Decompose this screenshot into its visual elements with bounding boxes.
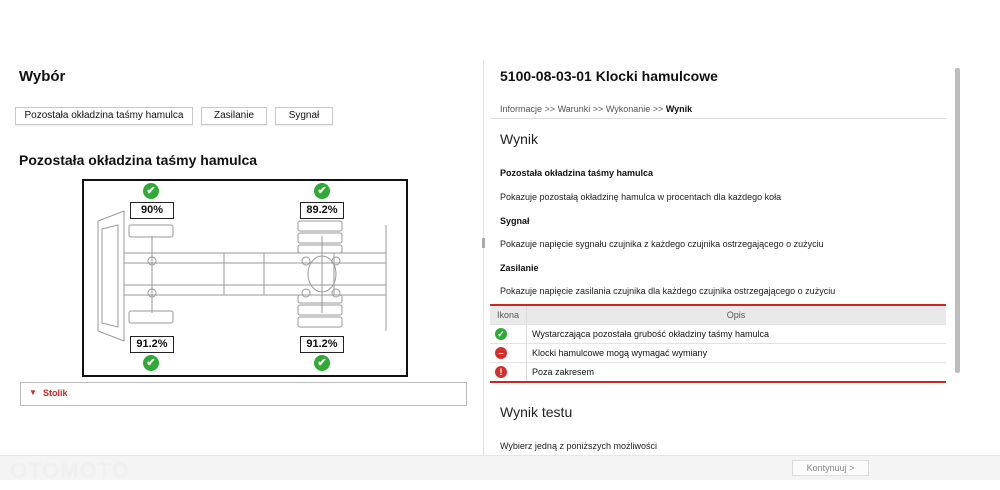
column-header-desc: Opis: [726, 310, 746, 320]
breadcrumb: [500, 104, 692, 114]
test-result-heading: Wynik testu: [500, 404, 573, 420]
table-row-text: Klocki hamulcowe mogą wymagać wymiany: [532, 348, 708, 358]
stolik-expander[interactable]: [20, 382, 467, 406]
section-desc-signal: Pokazuje napięcie sygnału czujnika z każdego czujnika ostrzegającego o zużyciu: [500, 239, 824, 249]
right-panel-scrollbar[interactable]: [955, 68, 960, 373]
rear-left-lining-value: 89.2%: [300, 202, 344, 219]
exclamation-icon: !: [495, 366, 507, 378]
stolik-label: Stolik: [43, 388, 68, 398]
section-heading-signal: Sygnał: [500, 216, 530, 226]
section-heading-supply: Zasilanie: [500, 263, 539, 273]
table-row: [490, 325, 946, 344]
button-signal[interactable]: Sygnał: [275, 107, 333, 125]
breadcrumb-informacje[interactable]: Informacje: [500, 104, 543, 114]
breadcrumb-warunki[interactable]: Warunki: [557, 104, 591, 114]
vehicle-diagram: [82, 179, 408, 377]
column-header-icon: Ikona: [490, 306, 527, 324]
section-title: Pozostała okładzina taśmy hamulca: [19, 152, 258, 168]
procedure-title: 5100-08-03-01 Klocki hamulcowe: [500, 68, 718, 84]
legend-table: [490, 304, 946, 383]
watermark-logo: OTOMOTO: [10, 458, 130, 483]
expand-triangle-icon: ▼: [29, 388, 37, 397]
panel-resize-handle[interactable]: [482, 238, 485, 248]
breadcrumb-separator: >>: [652, 104, 664, 114]
table-row-text: Poza zakresem: [532, 367, 595, 377]
test-result-prompt: Wybierz jedną z poniższych możliwości: [500, 441, 657, 451]
left-panel-title: Wybór: [19, 68, 66, 85]
result-heading: Wynik: [500, 131, 538, 147]
front-right-lining-value: 91.2%: [130, 336, 174, 353]
front-right-ok-icon: ✔: [143, 355, 159, 371]
front-left-ok-icon: ✔: [143, 183, 159, 199]
minus-icon: –: [495, 347, 507, 359]
button-supply[interactable]: Zasilanie: [201, 107, 267, 125]
section-desc-supply: Pokazuje napięcie zasilania czujnika dla każdego czujnika ostrzegającego o zużyciu: [500, 286, 836, 296]
table-row: [490, 363, 946, 381]
panel-divider: [483, 60, 484, 455]
breadcrumb-divider: [490, 118, 946, 119]
breadcrumb-separator: >>: [544, 104, 556, 114]
button-remaining-lining[interactable]: Pozostała okładzina taśmy hamulca: [15, 107, 193, 125]
section-desc-lining: Pokazuje pozostałą okładzinę hamulca w procentach dla każdego koła: [500, 192, 782, 202]
rear-right-lining-value: 91.2%: [300, 336, 344, 353]
table-header: [490, 306, 946, 325]
continue-button[interactable]: Kontynuuj >: [792, 460, 869, 476]
breadcrumb-separator: >>: [592, 104, 604, 114]
section-heading-lining: Pozostała okładzina taśmy hamulca: [500, 168, 654, 178]
breadcrumb-wykonanie[interactable]: Wykonanie: [605, 104, 651, 114]
check-icon: ✓: [495, 328, 507, 340]
front-left-lining-value: 90%: [130, 202, 174, 219]
table-row-text: Wystarczająca pozostała grubość okładziny taśmy hamulca: [532, 329, 770, 339]
rear-left-ok-icon: ✔: [314, 183, 330, 199]
table-row: [490, 344, 946, 363]
rear-right-ok-icon: ✔: [314, 355, 330, 371]
breadcrumb-wynik: Wynik: [665, 104, 693, 114]
